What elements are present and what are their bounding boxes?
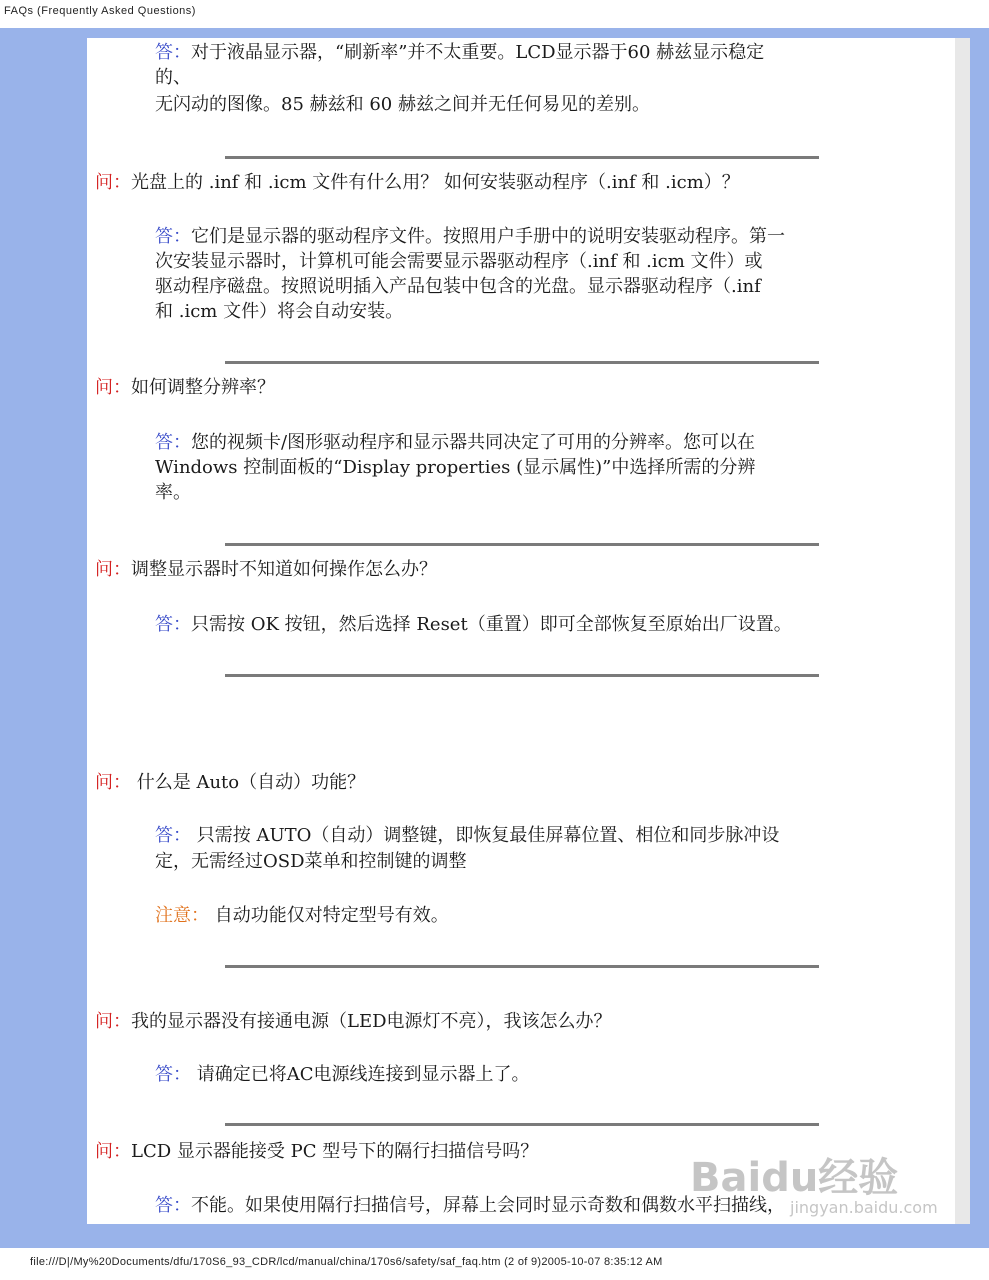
divider [225,674,819,677]
answer-label: 答： [155,42,191,63]
question-auto: 问： 什么是 Auto（自动）功能？ [95,772,366,793]
note-label: 注意： [155,905,209,926]
divider [225,965,819,968]
answer-resolution: 答：您的视频卡/图形驱动程序和显示器共同决定了可用的分辨率。您可以在 [155,432,756,453]
answer-refresh-rate: 答：对于液晶显示器，“刷新率”并不太重要。LCD显示器于60 赫兹显示稳定 [155,42,765,63]
baidu-watermark-logo: Baidu经验 [690,1155,899,1201]
faq-content: 答：对于液晶显示器，“刷新率”并不太重要。LCD显示器于60 赫兹显示稳定 的、 无闪动的图像。85 赫兹和 60 赫兹之间并无任何易见的差别。 问：光盘上的 .inf 和 .icm 文件有什么用？ 如何安装驱动程序（.inf 和 .icm）？ 答：它们是显示器的驱动程序文件。按照用户手册中的说明安装驱动程序。第一 次安装显示器时，计算机可能会需要显示器驱动程序（.inf 和 .icm 文件）或 驱动程序磁盘。按照说明插入产品包装中包含的光盘。显示器驱动程序（.inf 和 .icm 文件）将会自动安装。 问：如何调整分辨率？ 答：您的视频卡/图形驱动程序和显示器共同决定了可用的分辨率。您可以在 Windows 控制面板的“Display properties (显示属性)”中选择所需的分辨 率。 问：调整显示器时不知道如何操作怎么办？ 答：只需按 OK 按钮，然后选择 Reset（重置）即可全部恢复至原始出厂设置。 问： 什么是 Auto（自动）功能？ 答： 只需按 AUTO（自动）调整键，即恢复最佳屏幕位置、相位和同步脉冲设 定，无需经过OSD菜单和控制键的调整 注意： 自动功能仅对特定型号有效。 问：我的显示器没有接通电源（LED电源灯不亮），我该怎么办？ 答： 请确定已将AC电源线连接到显示器上了。 问：LCD 显示器能接受 PC 型号下的隔行扫描信号吗？ 答：不能。如果使用隔行扫描信号，屏幕上会同时显示奇数和偶数水平扫描线， [87,38,955,1224]
question-label: 问： [95,172,131,193]
question-label: 问： [95,772,131,793]
answer-label: 答： [155,1064,191,1085]
print-header: FAQs (Frequently Asked Questions) [4,5,196,17]
answer-label: 答： [155,825,191,846]
answer-power: 答： 请确定已将AC电源线连接到显示器上了。 [155,1064,530,1085]
answer-label: 答： [155,226,191,247]
question-power: 问：我的显示器没有接通电源（LED电源灯不亮），我该怎么办？ [95,1011,612,1032]
note-auto: 注意： 自动功能仅对特定型号有效。 [155,905,449,926]
scrollbar[interactable] [955,38,970,1224]
divider [225,1123,819,1126]
baidu-watermark-url: jingyan.baidu.com [790,1198,938,1217]
answer-interlace: 答：不能。如果使用隔行扫描信号，屏幕上会同时显示奇数和偶数水平扫描线， [155,1195,785,1216]
answer-inf-icm: 答：它们是显示器的驱动程序文件。按照用户手册中的说明安装驱动程序。第一 [155,226,785,247]
divider [225,543,819,546]
answer-label: 答： [155,1195,191,1216]
divider [225,361,819,364]
divider [225,156,819,159]
question-label: 问： [95,377,131,398]
question-label: 问： [95,1141,131,1162]
question-resolution: 问：如何调整分辨率？ [95,377,275,398]
question-label: 问： [95,559,131,580]
question-label: 问： [95,1011,131,1032]
question-inf-icm: 问：光盘上的 .inf 和 .icm 文件有什么用？ 如何安装驱动程序（.inf 和 .icm）？ [95,172,740,193]
question-interlace: 问：LCD 显示器能接受 PC 型号下的隔行扫描信号吗？ [95,1141,539,1162]
answer-label: 答： [155,432,191,453]
print-footer: file:///D|/My%20Documents/dfu/170S6_93_CDR/lcd/manual/china/170s6/safety/saf_faq.htm (2 of 9)2005-10-07 8:35:12 AM [30,1256,663,1268]
answer-auto: 答： 只需按 AUTO（自动）调整键，即恢复最佳屏幕位置、相位和同步脉冲设 [155,825,780,846]
question-adjust: 问：调整显示器时不知道如何操作怎么办？ [95,559,437,580]
answer-label: 答： [155,614,191,635]
answer-adjust: 答：只需按 OK 按钮，然后选择 Reset（重置）即可全部恢复至原始出厂设置。 [155,614,792,635]
